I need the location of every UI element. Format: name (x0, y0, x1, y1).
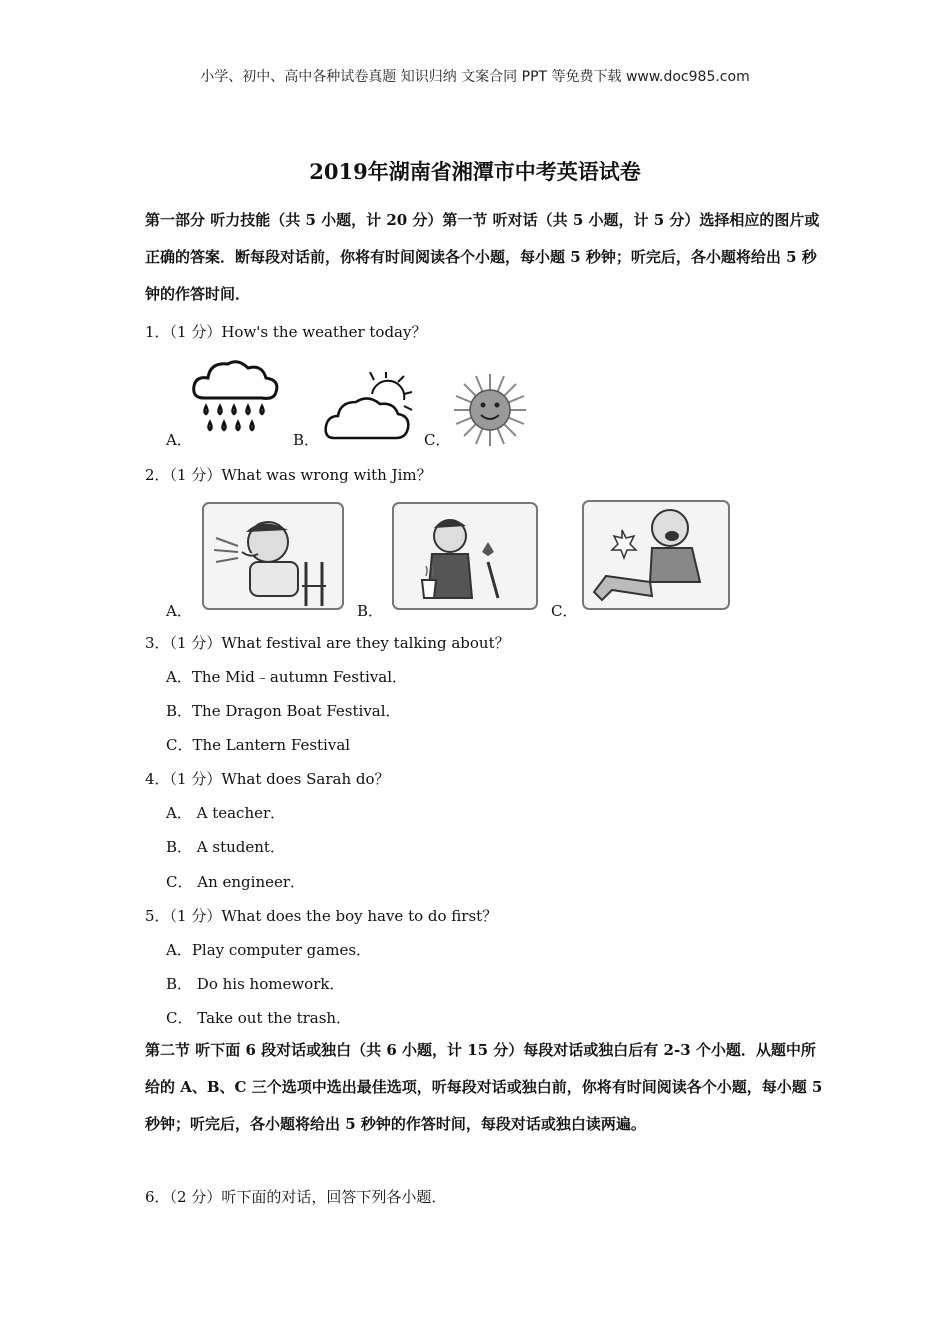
part2-instructions: 第二节 听下面 6 段对话或独白（共 6 小题，计 15 分）每段对话或独白后有 2-3 个小题．从题中所给的 A、B、C 三个选项中选出最佳选项，听每段对话或独白前，你将有时间阅读各个小题，每小题 5 秒钟；听完后，各小题将给出 5 秒钟的作答时间，每段对话或独白读两遍。 (145, 1041, 823, 1133)
rain-cloud-image (190, 358, 282, 442)
page-header: 小学、初中、高中各种试卷真题 知识归纳 文案合同 PPT 等免费下载 www.doc985.com (200, 69, 750, 85)
q1-option-c-label: C． (424, 431, 451, 449)
sun-behind-cloud-image (324, 372, 414, 444)
q3-option-a: A．The Mid﹣autumn Festival． (166, 668, 408, 686)
question-5: 5．（1 分）What does the boy have to do first？ (145, 907, 498, 925)
question-2: 2．（1 分）What was wrong with Jim？ (145, 466, 432, 484)
q1-option-a-label: A． (166, 431, 192, 449)
question-4: 4．（1 分）What does Sarah do？ (145, 770, 390, 788)
page-title: 2019年湖南省湘潭市中考英语试卷 (309, 159, 641, 184)
smiling-sun-image (448, 374, 532, 446)
q2-option-b-label: B． (357, 602, 384, 620)
question-3: 3．（1 分）What festival are they talking about？ (145, 634, 510, 652)
q2-option-a-label: A． (166, 602, 192, 620)
sick-boy-with-cup-image (392, 502, 538, 610)
question-1: 1．（1 分）How's the weather today？ (145, 323, 427, 341)
q4-option-c: C． An engineer． (166, 873, 306, 891)
q5-option-a: A．Play computer games． (166, 941, 372, 959)
q1-option-b-label: B． (293, 431, 320, 449)
q4-option-a: A． A teacher． (166, 804, 286, 822)
q3-option-c: C．The Lantern Festival (166, 736, 351, 754)
sneezing-boy-image (202, 502, 344, 610)
question-6: 6．（2 分）听下面的对话，回答下列各小题． (145, 1188, 447, 1206)
q5-option-c: C． Take out the trash． (166, 1009, 352, 1027)
part1-instructions: 第一部分 听力技能（共 5 小题，计 20 分）第一节 听对话（共 5 小题，计 5 分）选择相应的图片或正确的答案．断每段对话前，你将有时间阅读各个小题，每小题 5 秒钟；听完后，各小题将给出 5 秒钟的作答时间． (145, 211, 820, 303)
q3-option-b: B．The Dragon Boat Festival． (166, 702, 401, 720)
q4-option-b: B． A student． (166, 838, 285, 856)
q5-option-b: B． Do his homework． (166, 975, 345, 993)
q2-option-c-label: C． (551, 602, 578, 620)
boy-hurt-knee-image (582, 500, 730, 610)
